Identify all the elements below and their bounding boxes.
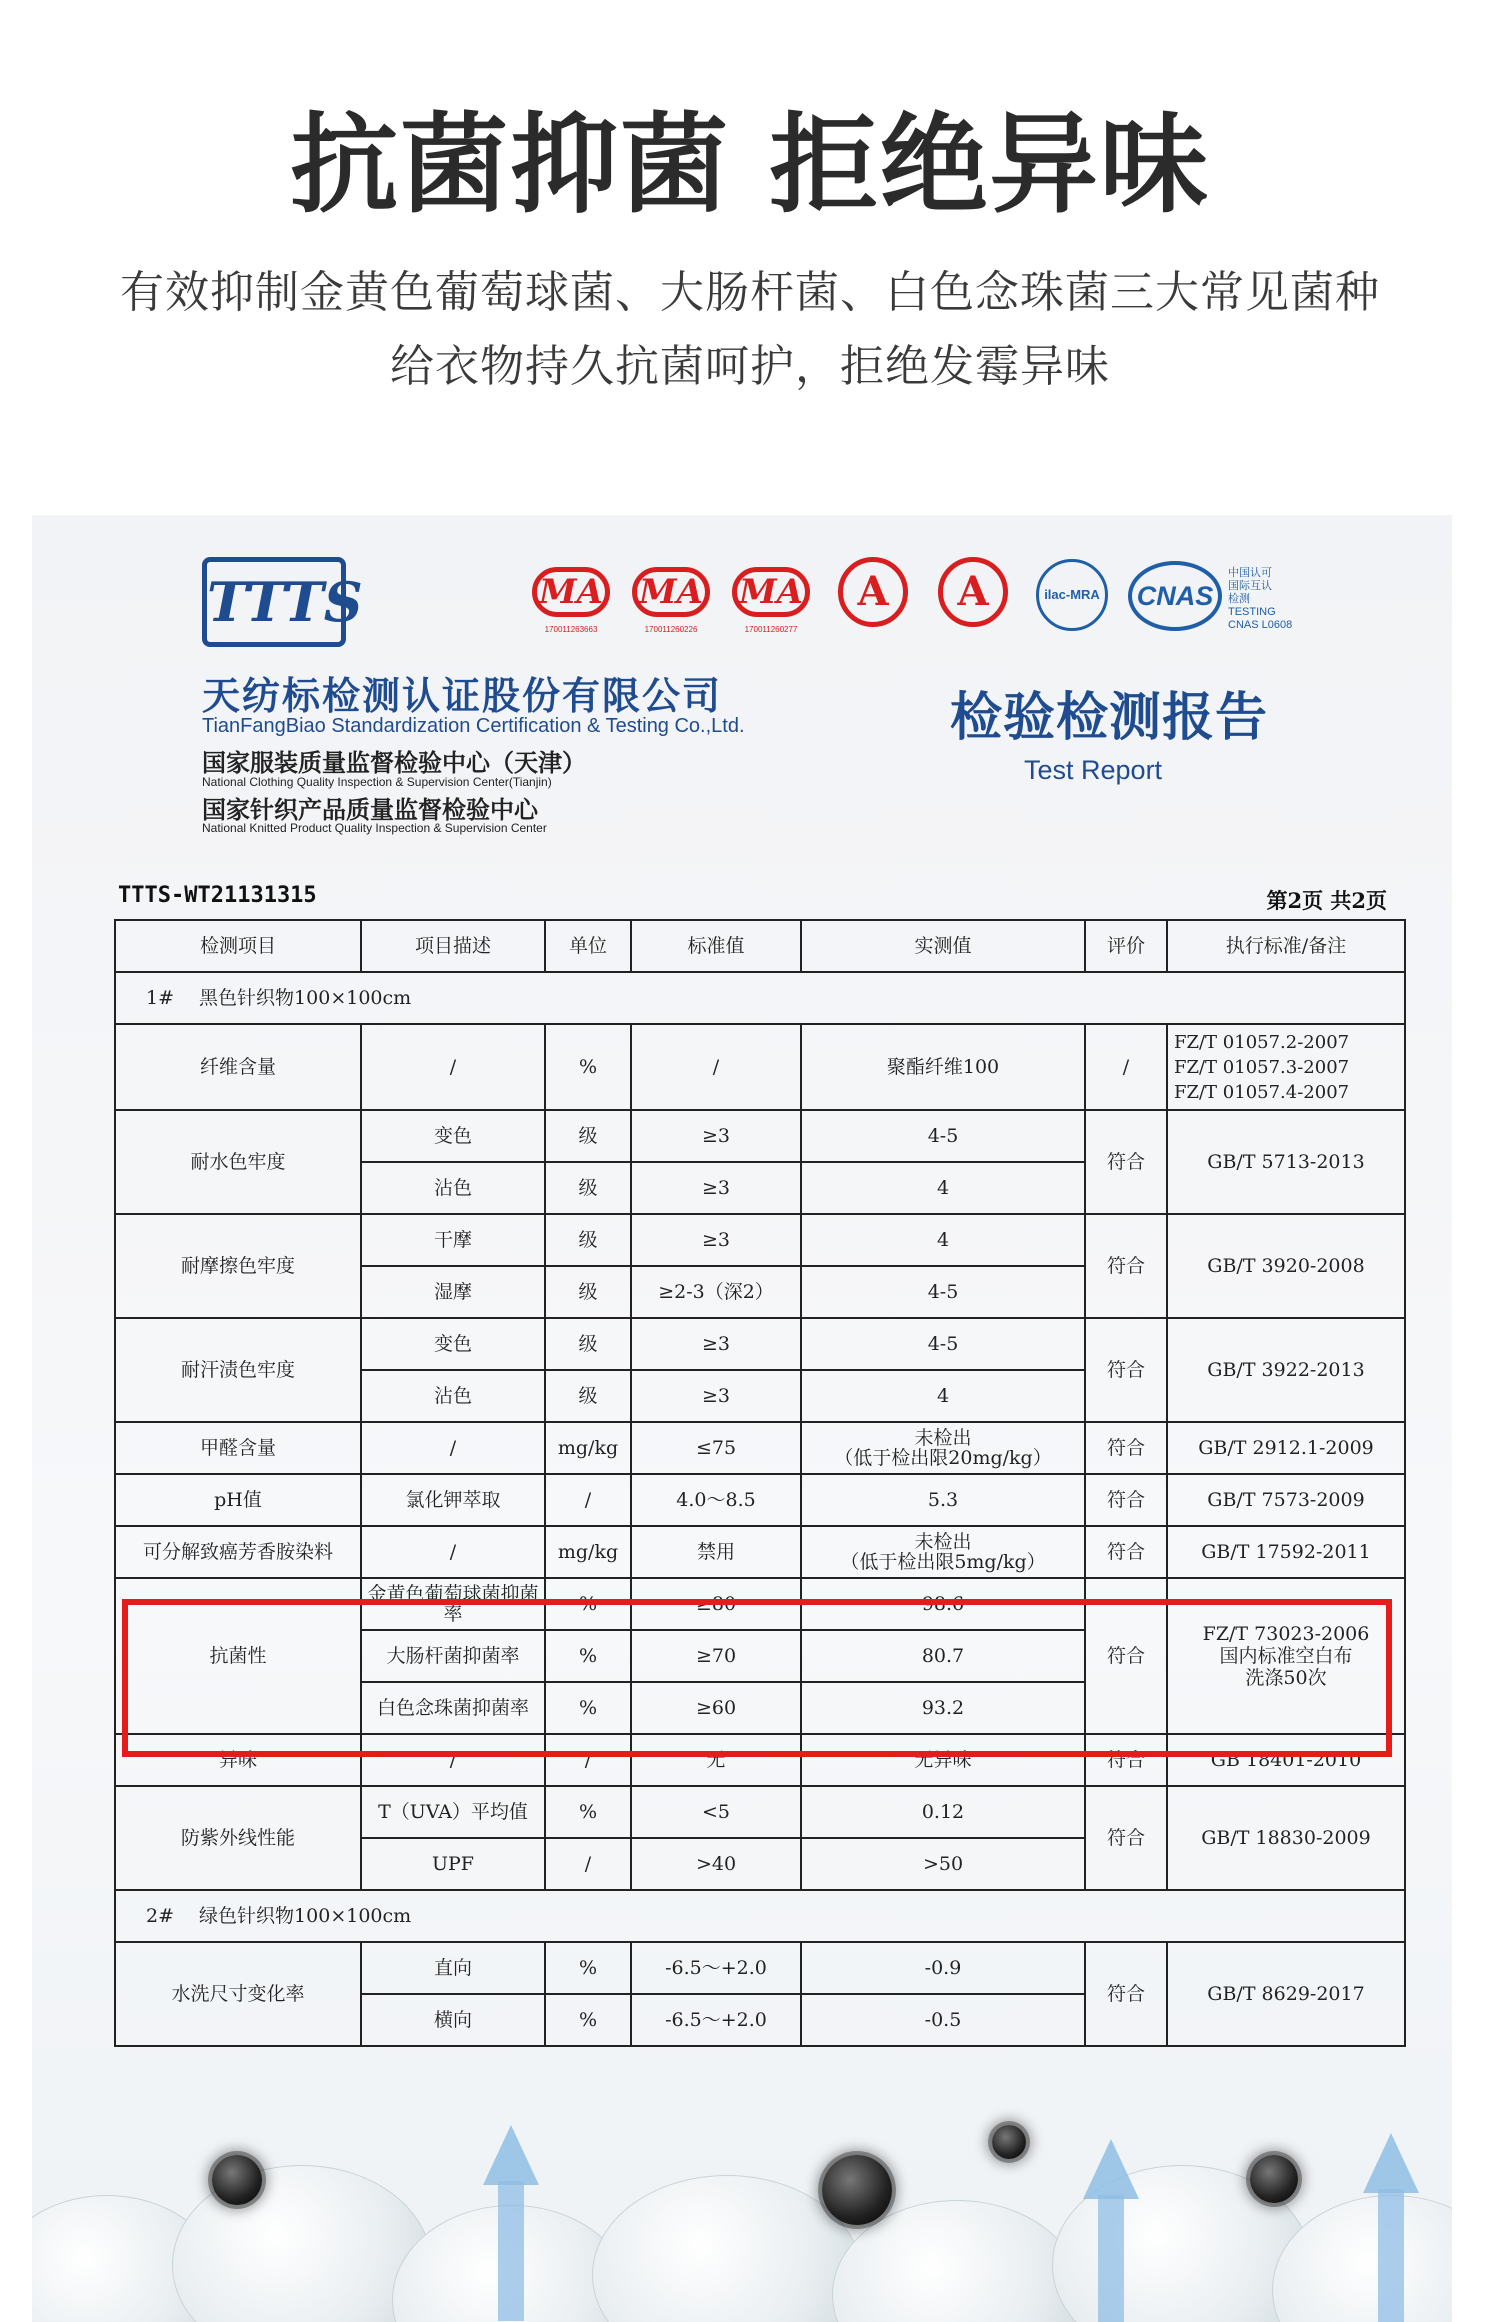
clothing-center-cn: 国家服装质量监督检验中心（天津） — [202, 749, 586, 777]
measured-value: 98.6 — [801, 1578, 1085, 1630]
page-headline: 抗菌抑菌 拒绝异味 — [290, 103, 1210, 228]
standard-note: GB/T 5713-2013 — [1167, 1110, 1405, 1214]
cnas-caption-line: 中国认可 — [1228, 567, 1272, 579]
evaluation: 符合 — [1085, 1318, 1167, 1422]
measured-value — [801, 1526, 1085, 1578]
item-description: / — [361, 1734, 545, 1786]
measured-line: （低于检出限5mg/kg） — [840, 1551, 1046, 1573]
standard-value: ≥70 — [631, 1630, 801, 1682]
test-item: 防紫外线性能 — [115, 1786, 361, 1890]
standard-value: ≥80 — [631, 1578, 801, 1630]
cma-mark-icon: MA — [532, 567, 610, 617]
unit: 级 — [545, 1266, 631, 1318]
report-title-cn: 检验检测报告 — [950, 688, 1269, 748]
test-item: 甲醛含量 — [115, 1422, 361, 1474]
table-row — [115, 1422, 1405, 1474]
measured-value: 4-5 — [801, 1110, 1085, 1162]
standard-value: 4.0～8.5 — [631, 1474, 801, 1526]
standard-value: <5 — [631, 1786, 801, 1838]
standard-value: >40 — [631, 1838, 801, 1890]
evaluation: 符合 — [1085, 1942, 1167, 2046]
measured-value: -0.9 — [801, 1942, 1085, 1994]
evaluation: / — [1085, 1024, 1167, 1110]
unit: 级 — [545, 1214, 631, 1266]
measured-value: 93.2 — [801, 1682, 1085, 1734]
table-row — [115, 1786, 1405, 1838]
uplift-arrow — [483, 2125, 539, 2185]
test-item: pH值 — [115, 1474, 361, 1526]
column-header: 实测值 — [801, 920, 1085, 972]
item-description: / — [361, 1526, 545, 1578]
test-item: 耐摩擦色牢度 — [115, 1214, 361, 1318]
test-item: 水洗尺寸变化率 — [115, 1942, 361, 2046]
measured-line: （低于检出限20mg/kg） — [834, 1447, 1052, 1469]
measured-value: 5.3 — [801, 1474, 1085, 1526]
measured-value — [801, 1422, 1085, 1474]
table-row — [115, 1474, 1405, 1526]
evaluation: 符合 — [1085, 1214, 1167, 1318]
knitted-center-cn: 国家针织产品质量监督检验中心 — [202, 796, 538, 824]
cnas-caption-line: 国际互认 — [1228, 580, 1272, 592]
standard-value: ≥3 — [631, 1318, 801, 1370]
evaluation: 符合 — [1085, 1578, 1167, 1734]
standard-value: -6.5～+2.0 — [631, 1994, 801, 2046]
measured-value: 聚酯纤维100 — [801, 1024, 1085, 1110]
evaluation: 符合 — [1085, 1786, 1167, 1890]
item-description: 变色 — [361, 1318, 545, 1370]
column-header: 执行标准/备注 — [1167, 920, 1405, 972]
cnas-logo: CNAS — [1128, 561, 1222, 631]
standard-value: ≥60 — [631, 1682, 801, 1734]
table-row — [115, 1214, 1405, 1266]
test-item: 纤维含量 — [115, 1024, 361, 1110]
bacteria-icon — [822, 2155, 892, 2225]
cnas-caption — [1228, 567, 1318, 632]
fabric-ball — [592, 2175, 862, 2322]
evaluation: 符合 — [1085, 1474, 1167, 1526]
standard-note — [1167, 1024, 1405, 1110]
unit: / — [545, 1838, 631, 1890]
item-description: 沾色 — [361, 1162, 545, 1214]
uplift-arrow — [1363, 2133, 1419, 2193]
cnas-caption-line: CNAS L0608 — [1228, 619, 1293, 631]
standard-note-line: FZ/T 73023-2006 — [1202, 1623, 1370, 1645]
column-header: 单位 — [545, 920, 631, 972]
standard-note-line: FZ/T 01057.2-2007 — [1174, 1031, 1350, 1053]
measured-value: 4 — [801, 1162, 1085, 1214]
cma-number: 170011260277 — [744, 625, 798, 634]
standard-value: -6.5～+2.0 — [631, 1942, 801, 1994]
standard-value: ≥3 — [631, 1370, 801, 1422]
item-description: / — [361, 1024, 545, 1110]
column-header: 项目描述 — [361, 920, 545, 972]
bacteria-icon — [1250, 2155, 1298, 2203]
table-row — [115, 1110, 1405, 1162]
item-description: 大肠杆菌抑菌率 — [361, 1630, 545, 1682]
item-description: 湿摩 — [361, 1266, 545, 1318]
standard-note: GB/T 18830-2009 — [1167, 1786, 1405, 1890]
unit: % — [545, 1578, 631, 1630]
standard-note: GB/T 8629-2017 — [1167, 1942, 1405, 2046]
item-description: / — [361, 1422, 545, 1474]
item-description: 变色 — [361, 1110, 545, 1162]
test-item: 异味 — [115, 1734, 361, 1786]
sample-group-row — [115, 972, 1405, 1024]
table-row — [115, 1024, 1405, 1110]
cma-number: 170011260226 — [644, 625, 698, 634]
item-description: 氯化钾萃取 — [361, 1474, 545, 1526]
standard-value: ≥3 — [631, 1214, 801, 1266]
measured-line: 未检出 — [914, 1427, 972, 1449]
evaluation: 符合 — [1085, 1526, 1167, 1578]
evaluation: 符合 — [1085, 1422, 1167, 1474]
sample-label: 2# 绿色针织物100×100cm — [115, 1890, 1405, 1942]
measured-value: 80.7 — [801, 1630, 1085, 1682]
item-description: 直向 — [361, 1942, 545, 1994]
knitted-center-en: National Knitted Product Quality Inspection & Supervision Center — [202, 821, 547, 835]
unit: % — [545, 1786, 631, 1838]
item-description: 干摩 — [361, 1214, 545, 1266]
standard-note-line: 国内标准空白布 — [1219, 1645, 1353, 1667]
bacteria-icon — [212, 2155, 262, 2205]
table-row — [115, 1526, 1405, 1578]
unit: mg/kg — [545, 1526, 631, 1578]
uplift-arrow — [498, 2181, 524, 2321]
item-description: 金黄色葡萄球菌抑菌率 — [361, 1578, 545, 1630]
standard-value: ≥3 — [631, 1162, 801, 1214]
unit: / — [545, 1734, 631, 1786]
item-description: T（UVA）平均值 — [361, 1786, 545, 1838]
standard-value: ≤75 — [631, 1422, 801, 1474]
cma-number: 170011263663 — [544, 625, 598, 634]
standard-value: 无 — [631, 1734, 801, 1786]
measured-value: 4-5 — [801, 1318, 1085, 1370]
measured-value: >50 — [801, 1838, 1085, 1890]
cma-mark-icon: MA — [732, 567, 810, 617]
report-number: TTTS-WT21131315 — [118, 883, 317, 908]
evaluation: 符合 — [1085, 1110, 1167, 1214]
standard-note: GB/T 17592-2011 — [1167, 1526, 1405, 1578]
company-name-en: TianFangBiao Standardization Certification & Testing Co.,Ltd. — [202, 715, 745, 737]
standard-value: / — [631, 1024, 801, 1110]
cnas-caption-line: TESTING — [1228, 606, 1276, 618]
company-name-cn: 天纺标检测认证股份有限公司 — [202, 674, 723, 718]
standard-value: ≥2-3（深2） — [631, 1266, 801, 1318]
unit: mg/kg — [545, 1422, 631, 1474]
cnas-caption-line: 检测 — [1228, 593, 1250, 605]
column-header: 评价 — [1085, 920, 1167, 972]
standard-note: GB 18401-2010 — [1167, 1734, 1405, 1786]
item-description: 沾色 — [361, 1370, 545, 1422]
ilac-mra-logo: ilac-MRA — [1036, 559, 1108, 631]
unit: % — [545, 1682, 631, 1734]
test-results-table — [114, 919, 1406, 2047]
page-indicator: 第2页 共2页 — [1266, 888, 1387, 913]
unit: 级 — [545, 1162, 631, 1214]
measured-value: 4-5 — [801, 1266, 1085, 1318]
column-header: 标准值 — [631, 920, 801, 972]
standard-note: GB/T 7573-2009 — [1167, 1474, 1405, 1526]
unit: / — [545, 1474, 631, 1526]
standard-note-line: FZ/T 01057.3-2007 — [1174, 1056, 1350, 1078]
measured-value: -0.5 — [801, 1994, 1085, 2046]
bacteria-icon — [992, 2125, 1026, 2159]
sample-label: 1# 黑色针织物100×100cm — [115, 972, 1405, 1024]
table-header-row — [115, 920, 1405, 972]
ttts-logo: TTTS — [202, 557, 346, 647]
test-report-document — [32, 515, 1452, 2322]
unit: % — [545, 1942, 631, 1994]
item-description: 白色念珠菌抑菌率 — [361, 1682, 545, 1734]
standard-note: GB/T 3920-2008 — [1167, 1214, 1405, 1318]
subtitle-line-1: 有效抑制金黄色葡萄球菌、大肠杆菌、白色念珠菌三大常见菌种 — [120, 267, 1380, 318]
unit: % — [545, 1630, 631, 1682]
unit: % — [545, 1024, 631, 1110]
item-description: UPF — [361, 1838, 545, 1890]
measured-value: 4 — [801, 1214, 1085, 1266]
fabric-balls-illustration — [32, 2105, 1452, 2322]
standard-value: 禁用 — [631, 1526, 801, 1578]
measured-value: 0.12 — [801, 1786, 1085, 1838]
test-item: 抗菌性 — [115, 1578, 361, 1734]
measured-line: 未检出 — [914, 1531, 972, 1553]
table-row — [115, 1942, 1405, 1994]
clothing-center-en: National Clothing Quality Inspection & Supervision Center(Tianjin) — [202, 775, 552, 789]
standard-value: ≥3 — [631, 1110, 801, 1162]
standard-note: GB/T 2912.1-2009 — [1167, 1422, 1405, 1474]
subtitle-line-2: 给衣物持久抗菌呵护，拒绝发霉异味 — [390, 341, 1110, 392]
item-description: 横向 — [361, 1994, 545, 2046]
measured-value: 4 — [801, 1370, 1085, 1422]
table-row — [115, 1318, 1405, 1370]
uplift-arrow — [1098, 2195, 1124, 2322]
cal-mark-icon: A — [838, 557, 908, 627]
measured-value: 无异味 — [801, 1734, 1085, 1786]
standard-note-line: 洗涤50次 — [1245, 1667, 1327, 1689]
column-header: 检测项目 — [115, 920, 361, 972]
cal-mark-icon: A — [938, 557, 1008, 627]
report-title-en: Test Report — [1024, 755, 1163, 785]
unit: 级 — [545, 1318, 631, 1370]
sample-group-row — [115, 1890, 1405, 1942]
test-item: 可分解致癌芳香胺染料 — [115, 1526, 361, 1578]
standard-note-line: FZ/T 01057.4-2007 — [1174, 1081, 1350, 1103]
unit: 级 — [545, 1110, 631, 1162]
uplift-arrow — [1083, 2139, 1139, 2199]
cma-mark-icon: MA — [632, 567, 710, 617]
antibacterial-highlight-box — [122, 1599, 1392, 1757]
fabric-ball — [1272, 2195, 1452, 2322]
test-item: 耐水色牢度 — [115, 1110, 361, 1214]
standard-note: GB/T 3922-2013 — [1167, 1318, 1405, 1422]
unit: % — [545, 1994, 631, 2046]
unit: 级 — [545, 1370, 631, 1422]
evaluation: 符合 — [1085, 1734, 1167, 1786]
test-item: 耐汗渍色牢度 — [115, 1318, 361, 1422]
uplift-arrow — [1378, 2189, 1404, 2322]
